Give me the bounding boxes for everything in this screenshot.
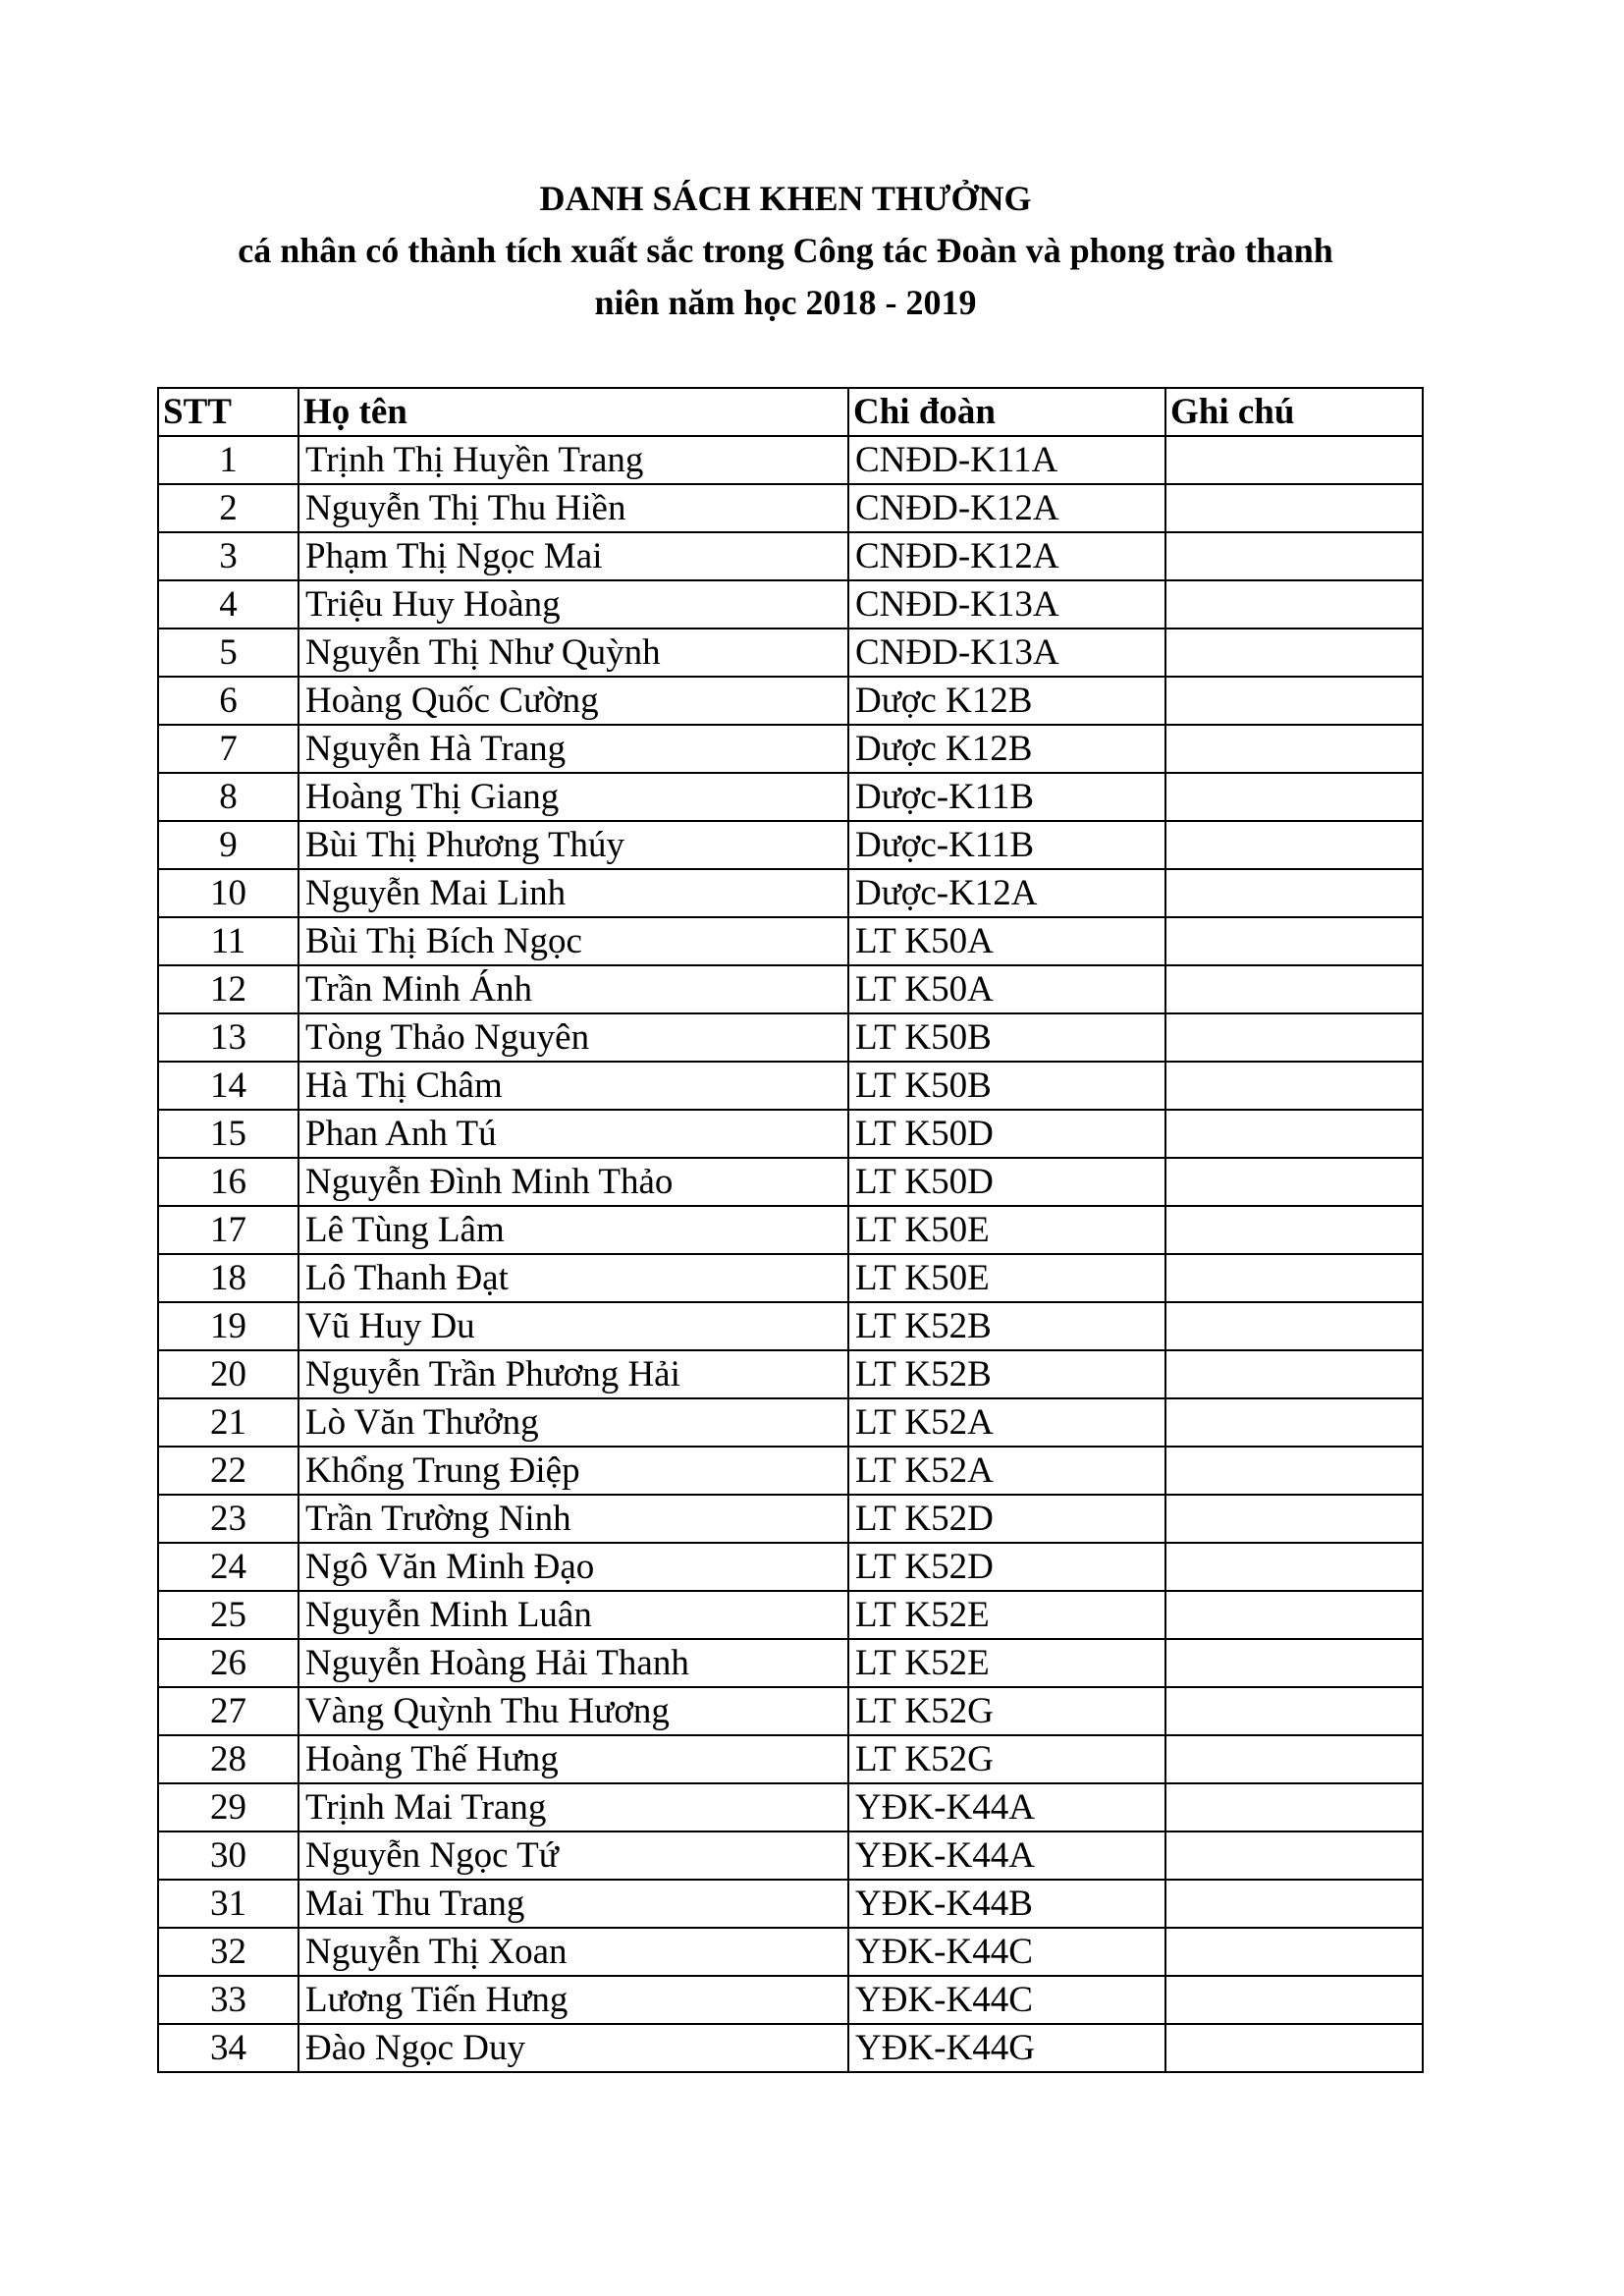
cell-name: Nguyễn Thị Xoan (298, 1928, 848, 1976)
cell-note (1165, 1495, 1423, 1543)
table-row (158, 1110, 1423, 1158)
cell-name: Trần Minh Ánh (298, 965, 848, 1013)
cell-name: Lò Văn Thưởng (298, 1398, 848, 1447)
cell-note (1165, 1062, 1423, 1110)
document-title (0, 173, 1571, 329)
table-row (158, 1158, 1423, 1206)
table-row (158, 436, 1423, 484)
cell-stt: 3 (158, 532, 298, 580)
cell-unit: Dược-K12A (848, 869, 1165, 917)
cell-stt: 8 (158, 773, 298, 821)
cell-unit: LT K50A (848, 965, 1165, 1013)
cell-note (1165, 1928, 1423, 1976)
cell-note (1165, 677, 1423, 725)
table-row (158, 1495, 1423, 1543)
cell-name: Lê Tùng Lâm (298, 1206, 848, 1254)
cell-note (1165, 1687, 1423, 1735)
cell-name: Nguyễn Hà Trang (298, 725, 848, 773)
cell-note (1165, 1206, 1423, 1254)
cell-note (1165, 1783, 1423, 1831)
cell-note (1165, 1880, 1423, 1928)
cell-name: Bùi Thị Bích Ngọc (298, 917, 848, 965)
cell-unit: LT K52D (848, 1495, 1165, 1543)
cell-note (1165, 1591, 1423, 1639)
cell-stt: 1 (158, 436, 298, 484)
cell-name: Trịnh Thị Huyền Trang (298, 436, 848, 484)
cell-name: Hoàng Thế Hưng (298, 1735, 848, 1783)
cell-name: Vũ Huy Du (298, 1302, 848, 1350)
table-row (158, 1880, 1423, 1928)
column-header-note: Ghi chú (1165, 388, 1423, 436)
cell-name: Nguyễn Ngọc Tứ (298, 1831, 848, 1880)
cell-note (1165, 1976, 1423, 2024)
cell-stt: 5 (158, 629, 298, 677)
cell-note (1165, 436, 1423, 484)
cell-name: Nguyễn Thị Như Quỳnh (298, 629, 848, 677)
cell-unit: LT K50B (848, 1013, 1165, 1062)
table-row (158, 1013, 1423, 1062)
cell-note (1165, 1110, 1423, 1158)
cell-name: Nguyễn Đình Minh Thảo (298, 1158, 848, 1206)
cell-unit: LT K50A (848, 917, 1165, 965)
table-row (158, 1976, 1423, 2024)
table-row (158, 1398, 1423, 1447)
cell-name: Tòng Thảo Nguyên (298, 1013, 848, 1062)
cell-note (1165, 1158, 1423, 1206)
table-row (158, 965, 1423, 1013)
cell-stt: 21 (158, 1398, 298, 1447)
cell-unit: CNĐD-K13A (848, 629, 1165, 677)
cell-unit: LT K50E (848, 1254, 1165, 1302)
cell-note (1165, 2024, 1423, 2072)
cell-stt: 24 (158, 1543, 298, 1591)
table-row (158, 580, 1423, 629)
cell-stt: 13 (158, 1013, 298, 1062)
cell-note (1165, 1350, 1423, 1398)
award-list-table (157, 387, 1424, 2073)
table-row (158, 1591, 1423, 1639)
cell-stt: 23 (158, 1495, 298, 1543)
cell-note (1165, 629, 1423, 677)
table-row (158, 677, 1423, 725)
table-row (158, 1254, 1423, 1302)
cell-unit: YĐK-K44B (848, 1880, 1165, 1928)
cell-stt: 18 (158, 1254, 298, 1302)
cell-name: Hoàng Quốc Cường (298, 677, 848, 725)
cell-unit: YĐK-K44C (848, 1928, 1165, 1976)
cell-name: Nguyễn Mai Linh (298, 869, 848, 917)
cell-note (1165, 1735, 1423, 1783)
cell-name: Nguyễn Trần Phương Hải (298, 1350, 848, 1398)
cell-unit: Dược-K11B (848, 773, 1165, 821)
cell-stt: 15 (158, 1110, 298, 1158)
cell-name: Nguyễn Minh Luân (298, 1591, 848, 1639)
cell-stt: 4 (158, 580, 298, 629)
cell-name: Triệu Huy Hoàng (298, 580, 848, 629)
cell-note (1165, 1013, 1423, 1062)
cell-note (1165, 1398, 1423, 1447)
column-header-name: Họ tên (298, 388, 848, 436)
cell-unit: Dược K12B (848, 677, 1165, 725)
table-row (158, 1735, 1423, 1783)
cell-stt: 2 (158, 484, 298, 532)
cell-unit: LT K52E (848, 1591, 1165, 1639)
cell-unit: LT K52A (848, 1398, 1165, 1447)
cell-stt: 32 (158, 1928, 298, 1976)
cell-stt: 14 (158, 1062, 298, 1110)
cell-unit: Dược-K11B (848, 821, 1165, 869)
cell-unit: LT K50B (848, 1062, 1165, 1110)
cell-note (1165, 1302, 1423, 1350)
cell-note (1165, 580, 1423, 629)
table-row (158, 1543, 1423, 1591)
cell-name: Phạm Thị Ngọc Mai (298, 532, 848, 580)
table-row (158, 821, 1423, 869)
cell-note (1165, 484, 1423, 532)
cell-name: Vàng Quỳnh Thu Hương (298, 1687, 848, 1735)
cell-stt: 6 (158, 677, 298, 725)
cell-name: Mai Thu Trang (298, 1880, 848, 1928)
cell-note (1165, 1831, 1423, 1880)
cell-unit: LT K50D (848, 1110, 1165, 1158)
cell-note (1165, 821, 1423, 869)
cell-note (1165, 1543, 1423, 1591)
cell-unit: LT K52G (848, 1735, 1165, 1783)
table-row (158, 725, 1423, 773)
cell-note (1165, 1254, 1423, 1302)
cell-name: Bùi Thị Phương Thúy (298, 821, 848, 869)
cell-unit: LT K50E (848, 1206, 1165, 1254)
cell-stt: 19 (158, 1302, 298, 1350)
cell-stt: 30 (158, 1831, 298, 1880)
cell-note (1165, 773, 1423, 821)
table-row (158, 1783, 1423, 1831)
cell-name: Nguyễn Thị Thu Hiền (298, 484, 848, 532)
table-row (158, 1687, 1423, 1735)
cell-name: Trịnh Mai Trang (298, 1783, 848, 1831)
cell-note (1165, 1447, 1423, 1495)
cell-unit: LT K50D (848, 1158, 1165, 1206)
table-row (158, 532, 1423, 580)
cell-unit: CNĐD-K13A (848, 580, 1165, 629)
cell-name: Khổng Trung Điệp (298, 1447, 848, 1495)
table-row (158, 2024, 1423, 2072)
cell-unit: YĐK-K44C (848, 1976, 1165, 2024)
column-header-unit: Chi đoàn (848, 388, 1165, 436)
cell-stt: 33 (158, 1976, 298, 2024)
table-body (158, 436, 1423, 2072)
table-row (158, 773, 1423, 821)
cell-unit: LT K52B (848, 1302, 1165, 1350)
cell-stt: 25 (158, 1591, 298, 1639)
cell-note (1165, 917, 1423, 965)
cell-stt: 20 (158, 1350, 298, 1398)
cell-unit: YĐK-K44G (848, 2024, 1165, 2072)
table-row (158, 1302, 1423, 1350)
table-row (158, 917, 1423, 965)
cell-unit: LT K52D (848, 1543, 1165, 1591)
table-header-row (158, 388, 1423, 436)
cell-stt: 12 (158, 965, 298, 1013)
cell-note (1165, 1639, 1423, 1687)
cell-unit: LT K52G (848, 1687, 1165, 1735)
table-row (158, 1350, 1423, 1398)
title-line-1: DANH SÁCH KHEN THƯỞNG (539, 179, 1032, 218)
table-row (158, 1928, 1423, 1976)
cell-stt: 31 (158, 1880, 298, 1928)
cell-name: Lương Tiến Hưng (298, 1976, 848, 2024)
table-row (158, 1639, 1423, 1687)
cell-stt: 22 (158, 1447, 298, 1495)
cell-unit: CNĐD-K12A (848, 484, 1165, 532)
cell-stt: 28 (158, 1735, 298, 1783)
cell-note (1165, 725, 1423, 773)
cell-name: Đào Ngọc Duy (298, 2024, 848, 2072)
cell-name: Ngô Văn Minh Đạo (298, 1543, 848, 1591)
cell-unit: LT K52A (848, 1447, 1165, 1495)
column-header-stt: STT (158, 388, 298, 436)
cell-note (1165, 869, 1423, 917)
cell-name: Nguyễn Hoàng Hải Thanh (298, 1639, 848, 1687)
cell-name: Phan Anh Tú (298, 1110, 848, 1158)
cell-unit: LT K52B (848, 1350, 1165, 1398)
cell-name: Hoàng Thị Giang (298, 773, 848, 821)
cell-stt: 9 (158, 821, 298, 869)
title-line-2: cá nhân có thành tích xuất sắc trong Công tác Đoàn và phong trào thanh (238, 231, 1333, 270)
table-row (158, 1831, 1423, 1880)
cell-stt: 26 (158, 1639, 298, 1687)
cell-stt: 34 (158, 2024, 298, 2072)
cell-stt: 17 (158, 1206, 298, 1254)
table-row (158, 1062, 1423, 1110)
cell-unit: Dược K12B (848, 725, 1165, 773)
cell-unit: CNĐD-K11A (848, 436, 1165, 484)
cell-unit: CNĐD-K12A (848, 532, 1165, 580)
cell-unit: YĐK-K44A (848, 1783, 1165, 1831)
cell-stt: 16 (158, 1158, 298, 1206)
cell-unit: YĐK-K44A (848, 1831, 1165, 1880)
cell-note (1165, 532, 1423, 580)
cell-unit: LT K52E (848, 1639, 1165, 1687)
table-row (158, 1447, 1423, 1495)
cell-note (1165, 965, 1423, 1013)
title-line-3: niên năm học 2018 - 2019 (594, 283, 977, 322)
table-row (158, 484, 1423, 532)
cell-stt: 7 (158, 725, 298, 773)
cell-stt: 11 (158, 917, 298, 965)
cell-stt: 10 (158, 869, 298, 917)
cell-name: Trần Trường Ninh (298, 1495, 848, 1543)
table-row (158, 629, 1423, 677)
cell-stt: 27 (158, 1687, 298, 1735)
table-row (158, 1206, 1423, 1254)
cell-stt: 29 (158, 1783, 298, 1831)
cell-name: Lô Thanh Đạt (298, 1254, 848, 1302)
cell-name: Hà Thị Châm (298, 1062, 848, 1110)
table-row (158, 869, 1423, 917)
